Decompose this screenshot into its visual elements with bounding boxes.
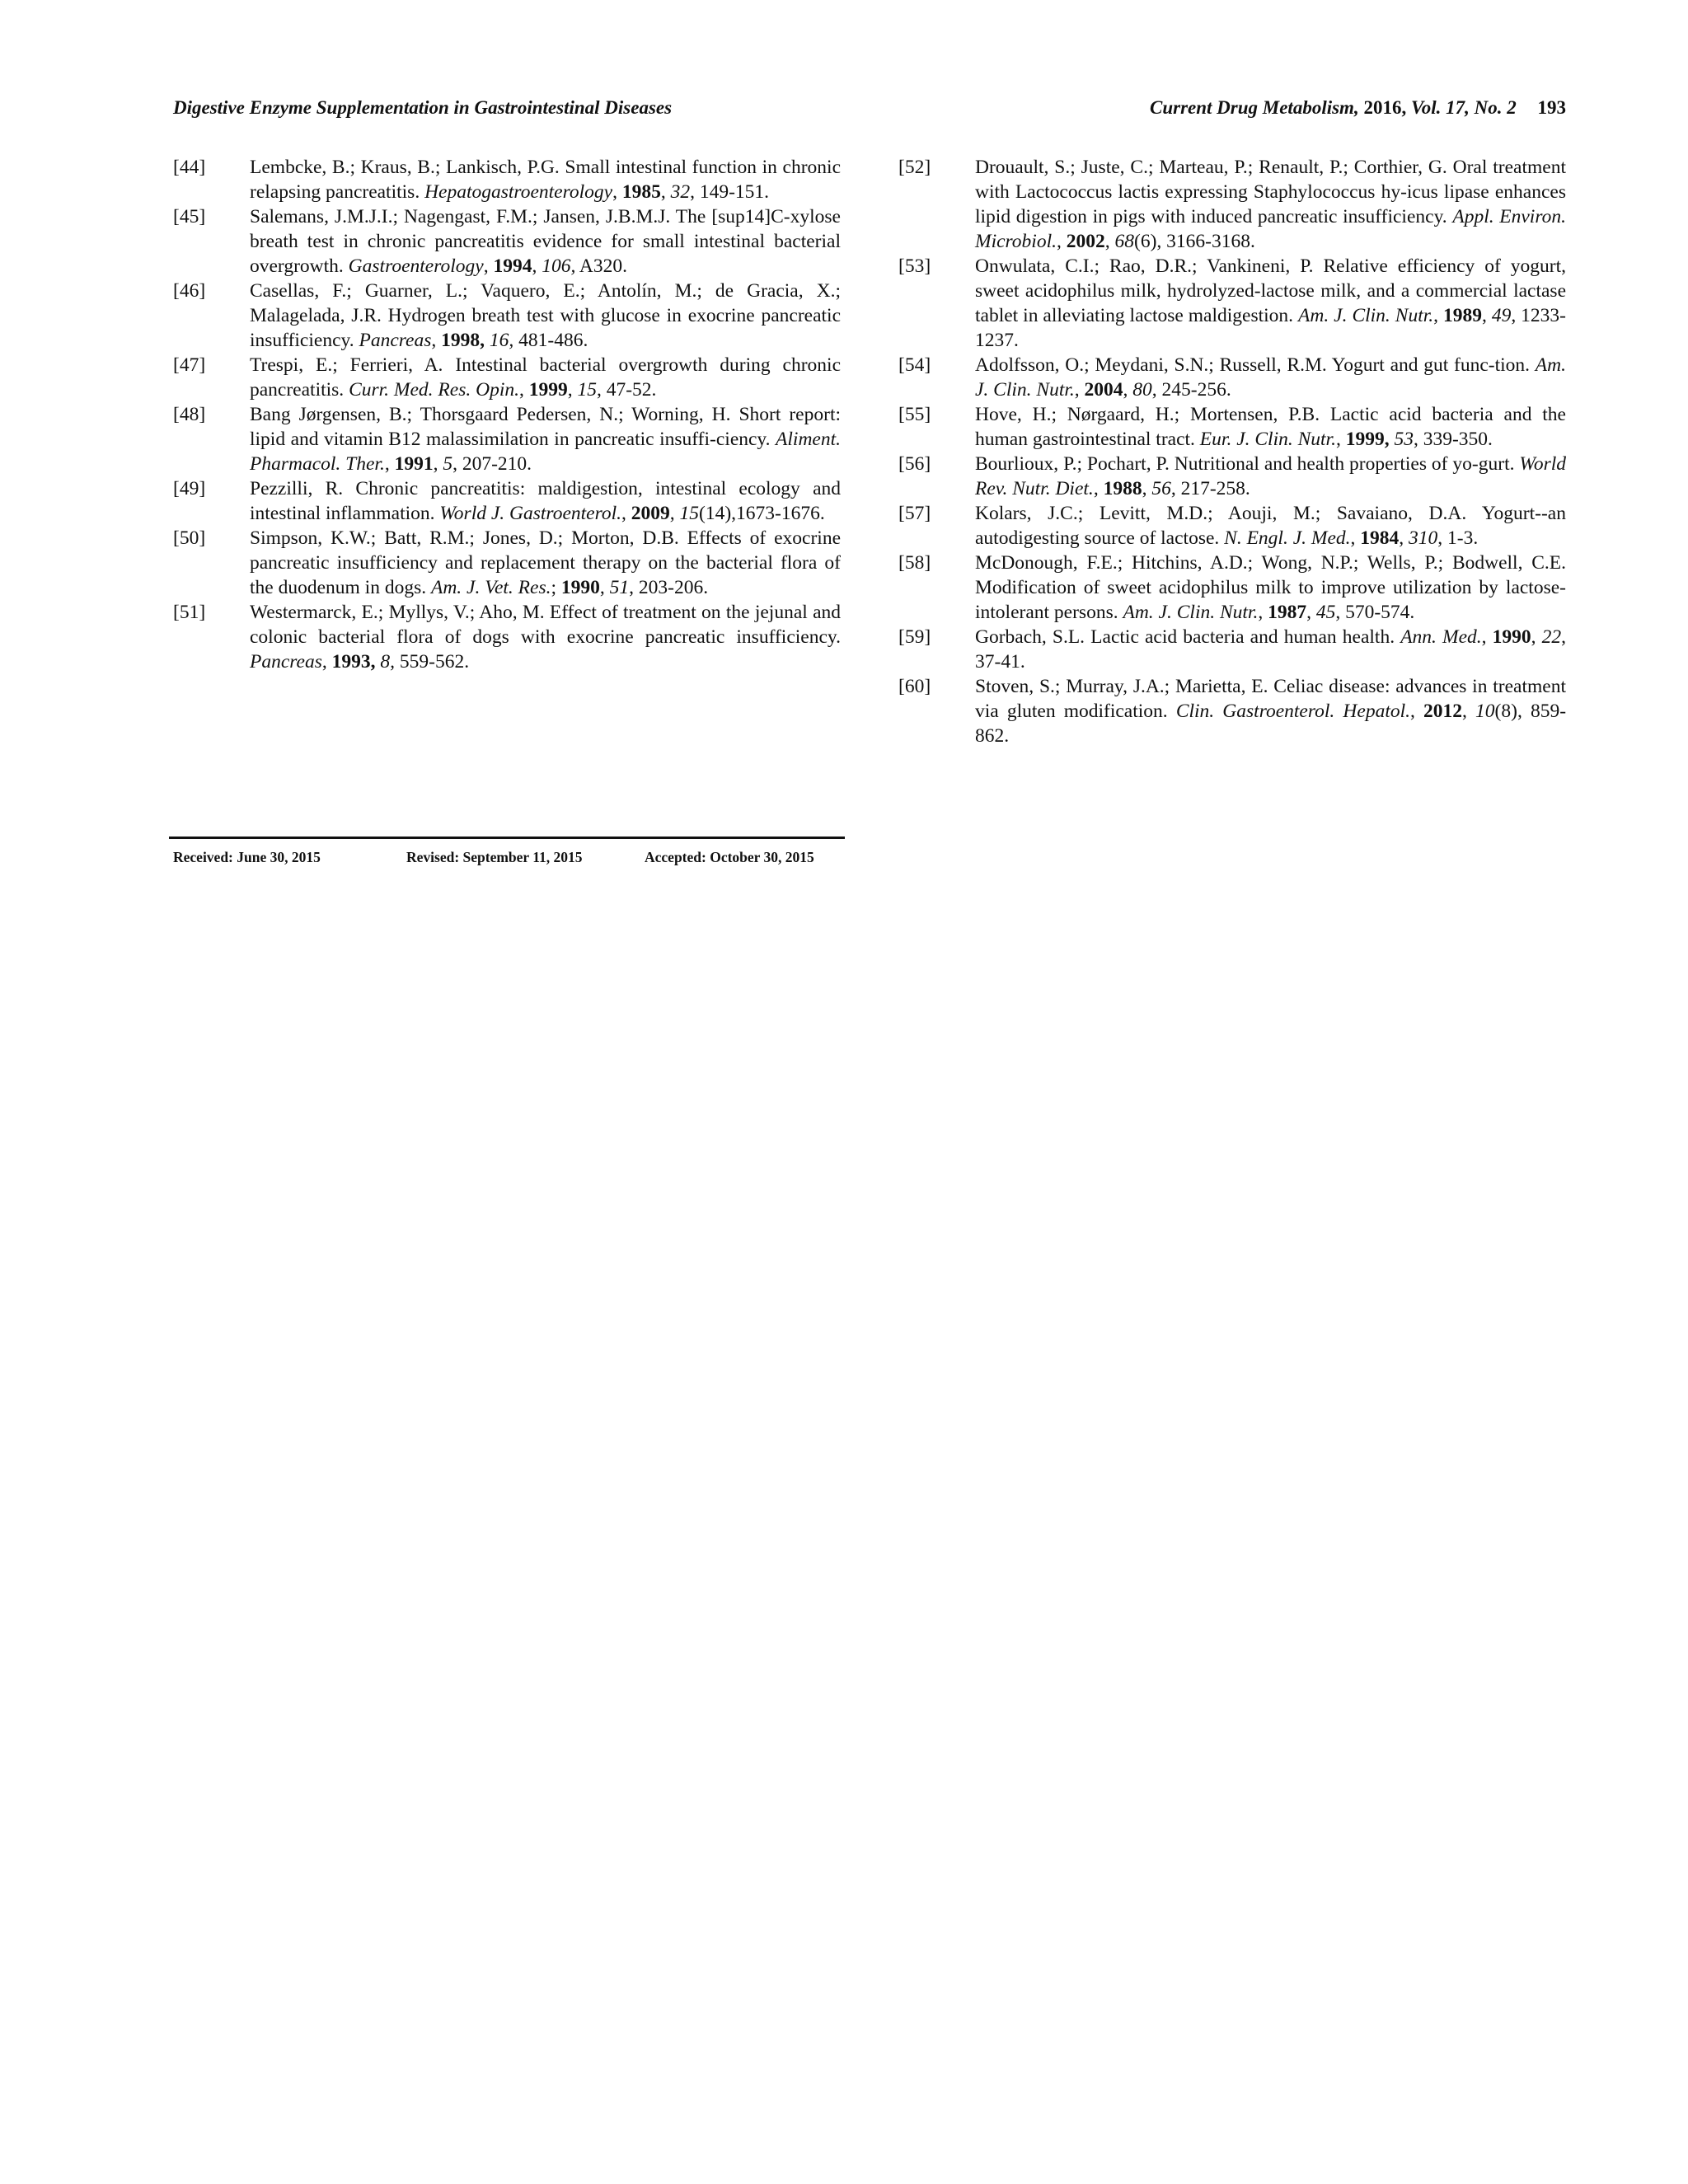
journal-title: 51 [609,577,630,598]
reference-segment: , 570-574. [1335,602,1415,623]
reference-segment: Casellas, F.; Guarner, L.; Vaquero, E.; Antolín, M.; de Gracia, X.; Malagelada, J.R. Hydrogen breath test with glucose in exocrine pancreatic insufficiency. [250,280,841,351]
revised-date: Revised: September 11, 2015 [406,849,583,865]
reference-text [975,674,1566,748]
reference-segment: Gorbach, S.L. Lactic acid bacteria and human health. [975,626,1401,648]
publication-year: 1998, [441,330,485,351]
references-left-column [171,155,841,674]
journal-title: Pancreas [250,651,322,673]
reference-segment: Adolfsson, O.; Meydani, S.N.; Russell, R.M. Yogurt and gut func-tion. [975,354,1536,376]
running-head [173,97,1566,125]
reference-number: [60] [898,676,931,697]
publication-year: 2004 [1084,379,1123,401]
journal-title: Am. J. Clin. Nutr. [1123,602,1259,623]
reference-segment: , [1123,379,1133,401]
reference-segment: , [1399,527,1409,549]
reference-number: [50] [173,527,206,549]
reference-item [897,674,1566,748]
reference-segment: Hove, H.; Nørgaard, H.; Mortensen, P.B. Lactic acid bacteria and the human gastrointestinal tract. [975,404,1566,450]
publication-year: 1984 [1360,527,1400,549]
reference-item [171,279,841,353]
reference-number: [52] [898,157,931,178]
reference-segment: , 207-210. [452,453,532,475]
publication-year: 2009 [631,503,670,524]
reference-segment: , [1335,429,1346,450]
accepted-date: Accepted: October 30, 2015 [645,849,814,865]
reference-item [897,625,1566,674]
reference-number: [45] [173,206,206,227]
page-number: 193 [1537,97,1566,118]
reference-segment: , [1093,478,1104,499]
publication-year: 1994 [493,255,532,277]
reference-segment: (8), 859-862. [975,701,1567,747]
reference-segment: , [1482,305,1492,326]
reference-item [171,600,841,674]
journal-title: Appl. Environ. Microbiol. [975,206,1566,252]
journal-title: Aliment. Pharmacol. Ther. [250,429,841,475]
reference-item [171,476,841,526]
reference-segment: Kolars, J.C.; Levitt, M.D.; Aouji, M.; Savaiano, D.A. Yogurt--an autodigesting source of lactose. [975,503,1566,549]
reference-item [897,551,1566,625]
reference-segment: , [1462,701,1476,722]
reference-text [250,402,841,476]
reference-segment: , 149-151. [690,181,770,203]
reference-item [897,155,1566,254]
journal-title: 310 [1409,527,1438,549]
reference-segment: , 1233-1237. [975,305,1567,351]
publication-year: 1990 [560,577,600,598]
journal-title: 10 [1475,701,1495,722]
reference-segment: , 37-41. [975,626,1566,673]
reference-segment: , [567,379,578,401]
publication-year: 1999, [1345,429,1390,450]
running-head-citation [1150,97,1566,119]
reference-item [897,353,1566,402]
reference-segment: ; [551,577,561,598]
reference-number: [57] [898,503,931,524]
received-date: Received: June 30, 2015 [173,849,321,865]
reference-number: [47] [173,354,206,376]
publication-year: 2002 [1066,231,1105,252]
journal-title: Ann. Med. [1400,626,1482,648]
reference-segment: , 47-52. [596,379,657,401]
publication-year: 1985 [621,181,661,203]
publication-year: 1999 [528,379,568,401]
reference-number: [54] [898,354,931,376]
reference-segment: Pezzilli, R. Chronic pancreatitis: maldigestion, intestinal ecology and intestinal inflammation. [250,478,841,524]
reference-segment: , [1410,701,1424,722]
reference-text [250,279,841,353]
reference-text [250,353,841,402]
reference-number: [49] [173,478,206,499]
reference-text [975,452,1566,501]
reference-segment: , 245-256. [1151,379,1231,401]
reference-segment: (6), 3166-3168. [1134,231,1255,252]
publication-year: 1987 [1268,602,1307,623]
running-head-title: Digestive Enzyme Supplementation in Gastrointestinal Diseases [173,97,673,118]
journal-title: Hepatogastroenterology [424,181,613,203]
reference-item [171,155,841,204]
publication-year: 1988 [1103,478,1142,499]
reference-text [975,551,1566,625]
reference-segment: , [1057,231,1067,252]
reference-number: [55] [898,404,931,425]
reference-segment: , [669,503,680,524]
journal-year: 2016, [1363,97,1407,118]
reference-segment: , 339-350. [1413,429,1493,450]
publication-year: 1993, [331,651,376,673]
reference-segment: , [433,453,443,475]
reference-segment: Stoven, S.; Murray, J.A.; Marietta, E. Celiac disease: advances in treatment via gluten modification. [975,676,1566,722]
reference-segment: , [1481,626,1493,648]
footer-divider [169,837,845,839]
article-dates [173,849,845,872]
journal-volume: Vol. 17, No. 2 [1410,97,1517,118]
reference-text [975,625,1566,674]
reference-segment: Salemans, J.M.J.I.; Nagengast, F.M.; Jansen, J.B.M.J. The [sup14]C-xylose breath test in chronic pancreatitis evidence for small intestinal bacterial overgrowth. [250,206,841,277]
journal-title: Am. J. Clin. Nutr. [1298,305,1434,326]
journal-title: 80 [1132,379,1152,401]
journal-title: Curr. Med. Res. Opin. [349,379,519,401]
journal-title: 45 [1315,602,1336,623]
reference-segment: , [1350,527,1361,549]
reference-item [897,254,1566,353]
reference-text [250,526,841,600]
reference-segment: Bang Jørgensen, B.; Thorsgaard Pedersen, N.; Worning, H. Short report: lipid and vitamin B12 malassimilation in pancreatic insuffi-ciency. [250,404,841,450]
reference-segment: Drouault, S.; Juste, C.; Marteau, P.; Renault, P.; Corthier, G. Oral treatment with Lactococcus lactis expressing Staphylococcus hy-icus lipase enhances lipid digestion in pigs with induced pancreatic insufficiency. [975,157,1566,227]
reference-text [975,402,1566,452]
journal-name: Current Drug Metabolism, [1150,97,1359,118]
reference-segment: , [384,453,395,475]
reference-number: [53] [898,255,931,277]
journal-title: 22 [1541,626,1562,648]
reference-segment: Trespi, E.; Ferrieri, A. Intestinal bacterial overgrowth during chronic pancreatitis. [250,354,841,401]
journal-title: Am. J. Clin. Nutr. [975,354,1566,401]
journal-title: World Rev. Nutr. Diet. [975,453,1566,499]
reference-segment: , [660,181,671,203]
reference-segment: , [532,255,542,277]
reference-segment: , [518,379,529,401]
reference-segment: , [1531,626,1542,648]
journal-title: World J. Gastroenterol. [439,503,622,524]
reference-text [975,501,1566,551]
reference-text [975,254,1566,353]
journal-title: 16, [489,330,514,351]
reference-item [897,452,1566,501]
reference-number: [51] [173,602,206,623]
reference-segment: , [599,577,610,598]
publication-year: 1989 [1443,305,1482,326]
reference-segment: Onwulata, C.I.; Rao, D.R.; Vankineni, P. Relative efficiency of yogurt, sweet acidophilus milk, hydrolyzed-lactose milk, and a commercial lactase tablet in alleviating lactose maldigestion. [975,255,1566,326]
journal-title: N. Engl. J. Med. [1224,527,1351,549]
reference-segment: 481-486. [513,330,588,351]
journal-title: 53 [1394,429,1414,450]
journal-title: 32 [670,181,691,203]
journal-title: 15 [577,379,597,401]
reference-number: [46] [173,280,206,302]
journal-title: Eur. J. Clin. Nutr. [1199,429,1336,450]
reference-item [897,501,1566,551]
reference-number: [44] [173,157,206,178]
reference-segment: McDonough, F.E.; Hitchins, A.D.; Wong, N.P.; Wells, P.; Bodwell, C.E. Modification of sweet acidophilus milk to improve utilization by lactose-intolerant persons. [975,552,1566,623]
reference-item [171,402,841,476]
reference-segment: Westermarck, E.; Myllys, V.; Aho, M. Effect of treatment on the jejunal and colonic bacterial flora of dogs with exocrine pancreatic insufficiency. [250,602,841,648]
journal-title: 8, [380,651,396,673]
reference-segment: Lembcke, B.; Kraus, B.; Lankisch, P.G. Small intestinal function in chronic relapsing pancreatitis. [250,157,841,203]
reference-item [171,353,841,402]
reference-segment: , 1-3. [1437,527,1479,549]
reference-text [250,204,841,279]
publication-year: 1991 [394,453,434,475]
journal-title: Am. J. Vet. Res. [430,577,551,598]
reference-number: [59] [898,626,931,648]
reference-segment: , [321,651,332,673]
reference-number: [56] [898,453,931,475]
reference-item [897,402,1566,452]
reference-segment: , 217-258. [1170,478,1250,499]
reference-number: [48] [173,404,206,425]
journal-title: Pancreas [359,330,432,351]
journal-title: Gastroenterology [348,255,484,277]
reference-item [171,526,841,600]
reference-segment: A320. [575,255,628,277]
reference-segment: Simpson, K.W.; Batt, R.M.; Jones, D.; Morton, D.B. Effects of exocrine pancreatic insufficiency and replacement therapy on the bacterial flora of the duodenum in dogs. [250,527,841,598]
reference-segment: Bourlioux, P.; Pochart, P. Nutritional and health properties of yo-gurt. [975,453,1520,475]
journal-title: 15 [679,503,700,524]
reference-number: [58] [898,552,931,574]
reference-text [975,155,1566,254]
reference-segment: , [483,255,494,277]
reference-item [171,204,841,279]
reference-segment: , [621,503,631,524]
reference-segment: , [612,181,622,203]
reference-segment: , [1306,602,1316,623]
reference-segment: , [1104,231,1115,252]
reference-text [250,155,841,204]
reference-text [250,476,841,526]
reference-segment: , [1258,602,1268,623]
reference-segment: , [1433,305,1443,326]
publication-year: 2012 [1423,701,1463,722]
journal-title: 56 [1151,478,1171,499]
reference-segment: , [431,330,442,351]
publication-year: 1990 [1492,626,1531,648]
reference-segment: , [1074,379,1085,401]
references-right-column [897,155,1566,748]
reference-text [975,353,1566,402]
journal-title: 68 [1114,231,1134,252]
journal-title: Clin. Gastroenterol. Hepatol. [1175,701,1411,722]
reference-segment: 559-562. [395,651,470,673]
journal-title: 106, [542,255,576,277]
journal-title: 49 [1491,305,1512,326]
reference-segment: , [1142,478,1152,499]
reference-segment: , 203-206. [629,577,709,598]
reference-text [250,600,841,674]
reference-segment: (14),1673-1676. [699,503,825,524]
journal-title: 5 [443,453,453,475]
